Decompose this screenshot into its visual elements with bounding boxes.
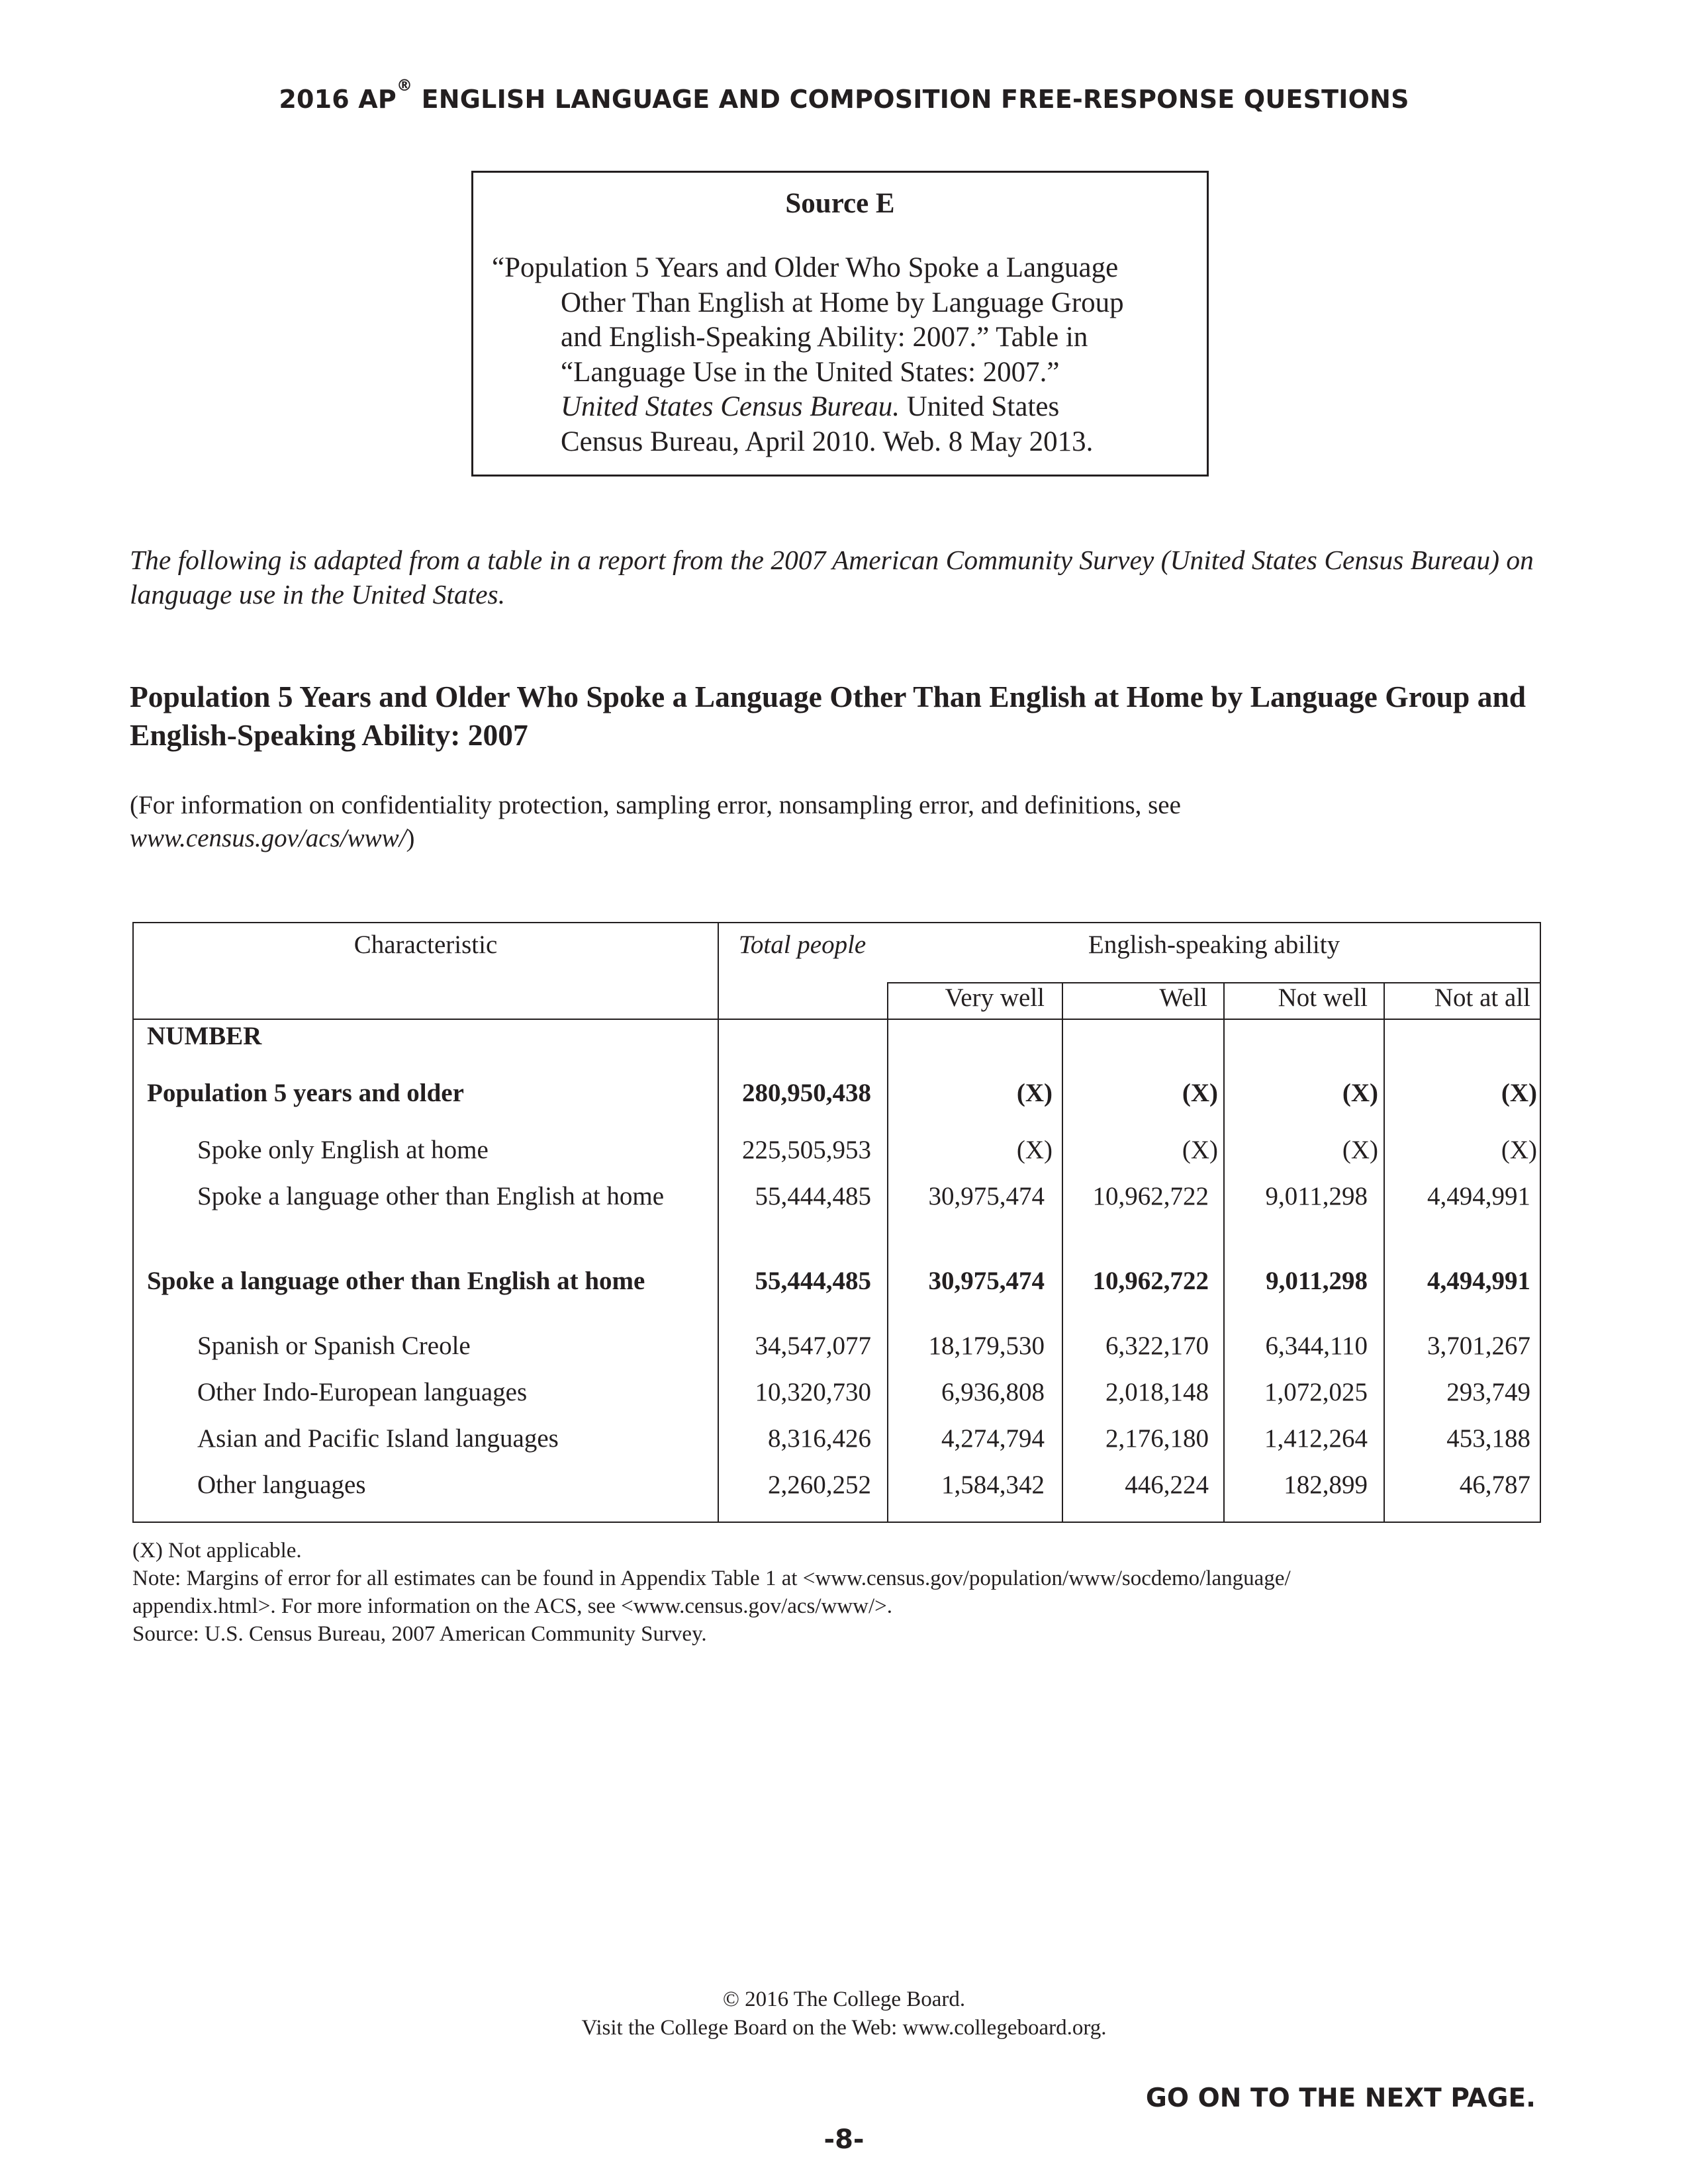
copyright-line: © 2016 The College Board.	[722, 1987, 966, 2011]
cell-not-at-all: 46,787	[1459, 1471, 1530, 1499]
cell-not-at-all: (X)	[1501, 1079, 1537, 1107]
footnote-line: appendix.html>. For more information on the ACS, see <www.census.gov/acs/www/>.	[132, 1594, 893, 1618]
cell-well: 10,962,722	[1092, 1267, 1209, 1295]
row-label: Spanish or Spanish Creole	[197, 1332, 471, 1360]
visit-line: Visit the College Board on the Web: www.collegeboard.org.	[581, 2016, 1107, 2040]
cell-not-at-all: (X)	[1501, 1136, 1537, 1164]
citation-line: and English-Speaking Ability: 2007.” Table in	[561, 322, 1088, 353]
page-header	[0, 76, 1688, 114]
row-label: Population 5 years and older	[147, 1079, 464, 1107]
header-well: Well	[1159, 983, 1207, 1012]
cell-very-well: (X)	[1016, 1079, 1053, 1107]
cell-total: 225,505,953	[742, 1136, 871, 1164]
cell-well: (X)	[1182, 1079, 1218, 1107]
cell-not-well: (X)	[1342, 1136, 1378, 1164]
cell-not-well: 9,011,298	[1265, 1182, 1368, 1210]
cell-not-well: 6,344,110	[1265, 1332, 1368, 1360]
table-rule	[134, 1019, 1540, 1020]
source-box	[471, 171, 1209, 477]
row-label: Spoke a language other than English at home	[147, 1267, 645, 1295]
cell-very-well: 18,179,530	[928, 1332, 1045, 1360]
cell-total: 55,444,485	[755, 1267, 871, 1295]
cell-not-well: 1,072,025	[1264, 1378, 1368, 1406]
row-label: Spoke a language other than English at home	[197, 1182, 665, 1210]
citation-line-rest: United States	[899, 391, 1060, 422]
header-very-well: Very well	[945, 983, 1045, 1012]
cell-not-well: 9,011,298	[1266, 1267, 1368, 1295]
cell-not-at-all: 3,701,267	[1427, 1332, 1530, 1360]
cell-well: 10,962,722	[1092, 1182, 1209, 1210]
row-label: Asian and Pacific Island languages	[197, 1424, 559, 1453]
row-label: Other Indo-European languages	[197, 1378, 528, 1406]
header-characteristic: Characteristic	[353, 931, 498, 959]
info-body: (For information on confidentiality protection, sampling error, nonsampling error, and definitions, see	[130, 791, 1181, 819]
cell-total: 280,950,438	[742, 1079, 871, 1107]
cell-very-well: (X)	[1016, 1136, 1053, 1164]
cell-total: 10,320,730	[755, 1378, 871, 1406]
source-title: Source E	[785, 188, 895, 219]
cell-well: (X)	[1182, 1136, 1218, 1164]
cell-not-well: (X)	[1342, 1079, 1378, 1107]
footnote-line: (X) Not applicable.	[132, 1539, 302, 1563]
table-footnotes	[132, 1537, 1556, 1648]
header-not-at-all: Not at all	[1434, 983, 1530, 1012]
info-text	[130, 789, 1560, 855]
cell-well: 2,176,180	[1105, 1424, 1209, 1453]
table-title: Population 5 Years and Older Who Spoke a Language Other Than English at Home by Language Group and English-Speaking Ability: 2007	[130, 680, 1526, 752]
cell-not-at-all: 4,494,991	[1427, 1182, 1530, 1210]
header-not-well: Not well	[1278, 983, 1368, 1012]
cell-very-well: 4,274,794	[941, 1424, 1045, 1453]
next-page-label: GO ON TO THE NEXT PAGE.	[1145, 2083, 1536, 2113]
cell-very-well: 30,975,474	[928, 1267, 1045, 1295]
data-table	[132, 922, 1541, 1523]
registered-mark: ®	[396, 76, 413, 95]
cell-not-at-all: 453,188	[1446, 1424, 1530, 1453]
cell-well: 6,322,170	[1105, 1332, 1209, 1360]
row-label: Spoke only English at home	[197, 1136, 489, 1164]
cell-total: 2,260,252	[768, 1471, 871, 1499]
footnote-line: Note: Margins of error for all estimates can be found in Appendix Table 1 at <www.census.gov/population/www/socdemo/language/	[132, 1567, 1291, 1590]
cell-not-well: 1,412,264	[1264, 1424, 1368, 1453]
header-total-people: Total people	[738, 931, 867, 959]
citation-line	[492, 390, 1194, 425]
section-label: NUMBER	[147, 1022, 262, 1050]
header-title-suffix: ENGLISH LANGUAGE AND COMPOSITION FREE-RESPONSE QUESTIONS	[412, 85, 1409, 114]
cell-total: 8,316,426	[768, 1424, 871, 1453]
copyright-block	[0, 1985, 1688, 2042]
info-close: )	[406, 824, 415, 852]
header-title-prefix: 2016 AP	[279, 85, 397, 114]
info-link[interactable]: www.census.gov/acs/www/	[130, 824, 406, 852]
cell-very-well: 30,975,474	[928, 1182, 1045, 1210]
cell-very-well: 6,936,808	[941, 1378, 1045, 1406]
cell-not-well: 182,899	[1284, 1471, 1368, 1499]
citation-line: “Language Use in the United States: 2007.”	[561, 356, 1060, 388]
cell-well: 446,224	[1125, 1471, 1209, 1499]
citation-line: Other Than English at Home by Language Group	[561, 287, 1124, 318]
footnote-line: Source: U.S. Census Bureau, 2007 American Community Survey.	[132, 1622, 707, 1646]
cell-total: 55,444,485	[755, 1182, 871, 1210]
cell-total: 34,547,077	[755, 1332, 871, 1360]
row-label: Other languages	[197, 1471, 366, 1499]
cell-not-at-all: 293,749	[1446, 1378, 1530, 1406]
source-citation	[492, 251, 1194, 459]
citation-line: Census Bureau, April 2010. Web. 8 May 2013.	[561, 426, 1094, 457]
citation-line: “Population 5 Years and Older Who Spoke a Language	[492, 252, 1119, 283]
intro-text: The following is adapted from a table in a report from the 2007 American Community Survey (United States Census Bureau) on language use in the United States.	[130, 545, 1534, 610]
cell-very-well: 1,584,342	[941, 1471, 1045, 1499]
citation-publisher: United States Census Bureau.	[561, 391, 900, 422]
cell-well: 2,018,148	[1105, 1378, 1209, 1406]
cell-not-at-all: 4,494,991	[1427, 1267, 1530, 1295]
page-number: -8-	[823, 2124, 865, 2155]
header-english-ability: English-speaking ability	[1088, 931, 1340, 959]
